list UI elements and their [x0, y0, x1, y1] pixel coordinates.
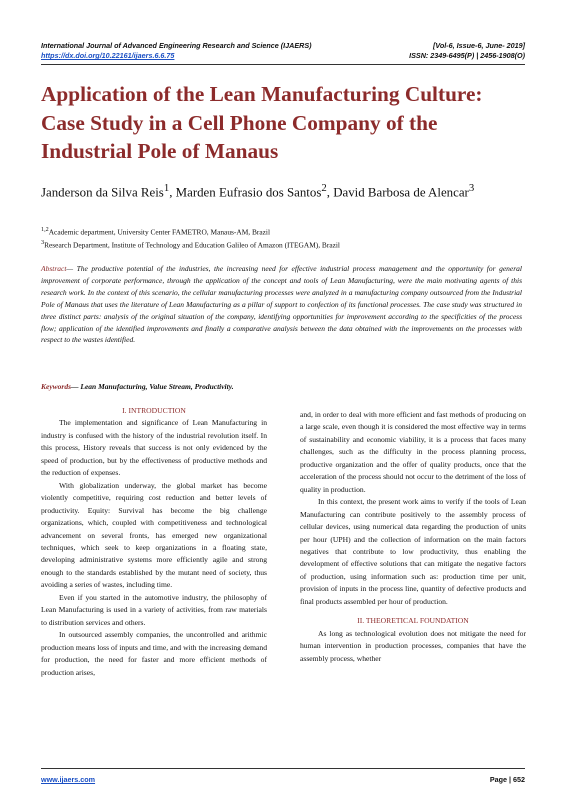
- header-rule: [41, 64, 525, 65]
- paragraph: In this context, the present work aims to verify if the tools of Lean Manufacturing can contribute positively to the assembly process of cellular devices, using numerical data regarding the production of units per hour (UPH) and the collection of information on the main factors negatives that contribute to low productivity, thus enabling the development of effective solutions that can mitigate the negative factors of production, using information such as: production time per unit, provision of inputs in the process line, quantity of defective products and final products assembled per hour of production.: [300, 497, 526, 606]
- abstract: [41, 263, 522, 346]
- page-footer: [41, 775, 525, 784]
- author-separator: ,: [326, 185, 334, 200]
- volume-info: [Vol-6, Issue-6, June- 2019]: [432, 41, 525, 50]
- journal-header: [41, 41, 525, 61]
- affiliation-ref: 1,2: [41, 227, 49, 233]
- affiliation-text: Research Department, Institute of Technology and Education Galileo of Amazon (ITEGAM), Brazil: [44, 240, 340, 250]
- author-separator: ,: [169, 185, 176, 200]
- keywords-label: Keywords: [41, 382, 71, 391]
- left-column: [41, 404, 267, 679]
- paragraph: The implementation and significance of Lean Manufacturing in industry is confused with the history of the industrial revolution itself. In this process, History reveals that success is not only evidenced by the speed of production, but by the effectiveness of productive methods and the reduction of expenses.: [41, 418, 267, 478]
- author-name: Marden Eufrasio dos Santos: [175, 185, 322, 200]
- doi-link[interactable]: https://dx.doi.org/10.22161/ijaers.6.6.75: [41, 51, 175, 60]
- abstract-label: Abstract: [41, 264, 67, 273]
- paragraph: Even if you started in the automotive industry, the philosophy of Lean Manufacturing is used in a variety of activities, from raw materials to distribution services and others.: [41, 592, 267, 627]
- author-list: [41, 179, 530, 202]
- author-name: David Barbosa de Alencar: [333, 185, 469, 200]
- paragraph: and, in order to deal with more efficient and fast methods of producing on a large scale, even though it is considered the most effective way in terms of sustainability and economic viability, it is a process that faces many challenges, such as the difficulty in the process planning process, productive organization and the offer of quality products, once that the acceleration of the process should not occur to the detriment of the loss of quality in production.: [300, 410, 526, 494]
- page-number: Page | 652: [489, 775, 525, 784]
- section-heading: I. INTRODUCTION: [122, 406, 186, 415]
- paper-title: Application of the Lean Manufacturing Culture: Case Study in a Cell Phone Company of the Industrial Pole of Manaus: [41, 82, 483, 163]
- affiliation-text: Academic department, University Center FAMETRO, Manaus-AM, Brazil: [48, 227, 271, 237]
- footer-rule: [41, 768, 525, 769]
- author-name: Janderson da Silva Reis: [41, 185, 164, 200]
- paragraph: In outsourced assembly companies, the uncontrolled and arithmic production means loss of inputs and time, and with the increasing demand for production, the need for faster and more efficient methods of production arises,: [41, 630, 267, 677]
- journal-website-link[interactable]: www.ijaers.com: [41, 775, 96, 784]
- abstract-text: — The productive potential of the industries, the increasing need for effective industrial process management and the opportunity for general improvement of corporate performance, through the application of the concept and tools of Lean Manufacturing, were the main motivating agents of this research work. In the context of this scenario, the cellular manufacturing processes were analyzed in a manufacturing company outsourced from the Industrial Pole of Manaus that uses the literature of Lean Manufacturing as a pillar of support to confection of its functional processes. The case study was structured in three distinct parts: analysis of the original situation of the company, identifying opportunities for improvement according to the specificities of the process flow; application of the identified improvements and finally a comparative analysis between the data obtained with the improvements on the processes with respect to the wastes identified.: [41, 264, 522, 345]
- keywords: [41, 382, 234, 391]
- paragraph: As long as technological evolution does not mitigate the need for human intervention in production processes, companies that have the assembly process, whether: [300, 628, 526, 663]
- affiliation-line: [41, 238, 530, 251]
- issn-info: ISSN: 2349-6495(P) | 2456-1908(O): [409, 51, 525, 60]
- author-affil-ref: 1: [163, 182, 170, 194]
- right-column: [300, 409, 526, 665]
- affiliation-line: [41, 225, 530, 238]
- affiliations: [41, 225, 530, 251]
- journal-name: International Journal of Advanced Engineering Research and Science (IJAERS): [41, 41, 312, 50]
- keywords-text: — Lean Manufacturing, Value Stream, Productivity.: [71, 382, 234, 391]
- section-heading: II. THEORETICAL FOUNDATION: [357, 616, 469, 626]
- author-affil-ref: 2: [321, 182, 327, 194]
- paragraph: With globalization underway, the global market has become violently competitive, requiring cost reduction and better levels of productivity. Equity: Survival has become the big challenge organizations, which, coupled with competitiveness and technological advancement on several fronts, has emerged new organizational techniques, which seek to keep organizations in a floating state, developing administrative systems more efficiently agile and strong enough to the standards established by the mutant need of society, thus avoiding a series of wastes, including time.: [41, 480, 267, 590]
- affiliation-ref: 3: [41, 240, 45, 247]
- author-affil-ref: 3: [468, 182, 475, 194]
